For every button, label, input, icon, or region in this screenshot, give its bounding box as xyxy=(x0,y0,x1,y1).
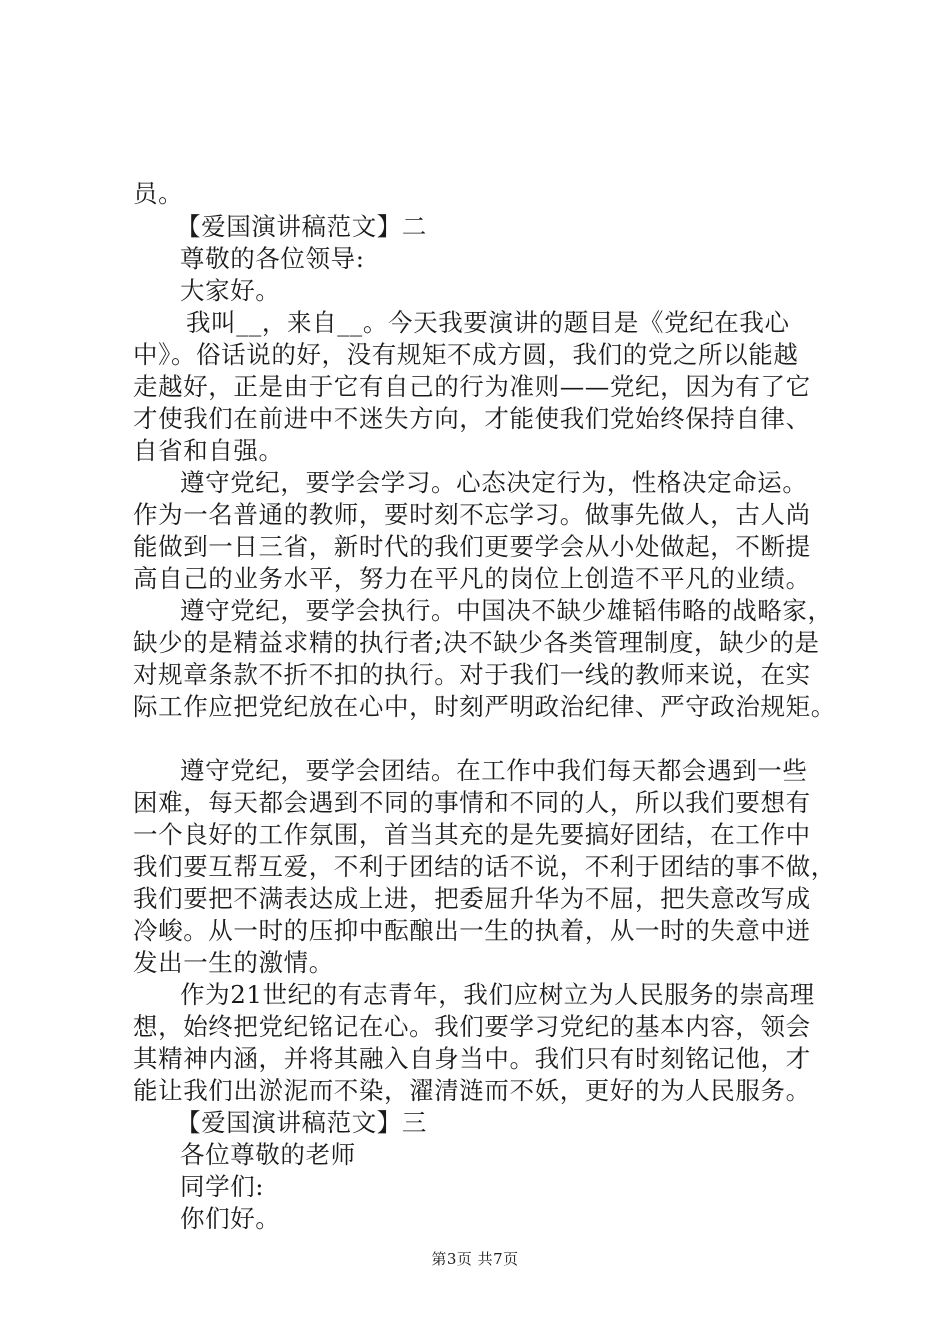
paragraph-line: 发出一生的激情。 xyxy=(133,948,334,977)
paragraph-line: 作为21世纪的有志青年，我们应树立为人民服务的崇高理 xyxy=(180,980,815,1009)
salutation: 尊敬的各位领导: xyxy=(180,244,365,273)
page-footer xyxy=(0,1248,950,1269)
paragraph-line: 遵守党纪，要学会学习。心态决定行为，性格决定命运。 xyxy=(180,468,808,497)
greeting: 大家好。 xyxy=(180,276,281,305)
paragraph-line: 高自己的业务水平，努力在平凡的岗位上创造不平凡的业绩。 xyxy=(133,564,811,593)
paragraph-line: 走越好，正是由于它有自己的行为准则——党纪，因为有了它 xyxy=(133,372,811,401)
paragraph-line: 遵守党纪，要学会团结。在工作中我们每天都会遇到一些 xyxy=(180,756,808,785)
greeting: 你们好。 xyxy=(180,1204,281,1233)
paragraph-line: 困难，每天都会遇到不同的事情和不同的人，所以我们要想有 xyxy=(133,788,811,817)
paragraph-line: 遵守党纪，要学会执行。中国决不缺少雄韬伟略的战略家， xyxy=(180,596,833,625)
section-heading: 【爱国演讲稿范文】三 xyxy=(176,1108,427,1137)
paragraph-line: 我叫__，来自__。今天我要演讲的题目是《党纪在我心 xyxy=(186,308,790,337)
paragraph-line: 想，始终把党纪铭记在心。我们要学习党纪的基本内容，领会 xyxy=(133,1012,811,1041)
paragraph-line: 作为一名普通的教师，要时刻不忘学习。做事先做人，古人尚 xyxy=(133,500,811,529)
paragraph-line: 缺少的是精益求精的执行者;决不缺少各类管理制度，缺少的是 xyxy=(133,628,820,657)
salutation: 各位尊敬的老师 xyxy=(180,1140,356,1169)
paragraph-line: 中》。俗话说的好，没有规矩不成方圆，我们的党之所以能越 xyxy=(133,340,799,369)
paragraph-line: 对规章条款不折不扣的执行。对于我们一线的教师来说，在实 xyxy=(133,660,811,689)
paragraph-line: 才使我们在前进中不迷失方向，才能使我们党始终保持自律、 xyxy=(133,404,811,433)
paragraph-line: 我们要互帮互爱，不利于团结的话不说，不利于团结的事不做， xyxy=(133,852,836,881)
paragraph-line: 冷峻。从一时的压抑中酝酿出一生的执着，从一时的失意中迸 xyxy=(133,916,811,945)
salutation: 同学们: xyxy=(180,1172,265,1201)
paragraph-line: 一个良好的工作氛围，首当其充的是先要搞好团结，在工作中 xyxy=(133,820,811,849)
paragraph-line: 我们要把不满表达成上进，把委屈升华为不屈，把失意改写成 xyxy=(133,884,811,913)
paragraph-line: 际工作应把党纪放在心中，时刻严明政治纪律、严守政治规矩。 xyxy=(133,692,836,721)
paragraph-line: 自省和自强。 xyxy=(133,436,284,465)
paragraph-line: 其精神内涵，并将其融入自身当中。我们只有时刻铭记他，才 xyxy=(133,1044,811,1073)
page-number-label: 第3页 共7页 xyxy=(431,1250,519,1268)
paragraph-line: 能做到一日三省，新时代的我们更要学会从小处做起，不断提 xyxy=(133,532,811,561)
paragraph-line: 能让我们出淤泥而不染，濯清涟而不妖，更好的为人民服务。 xyxy=(133,1076,811,1105)
section-heading: 【爱国演讲稿范文】二 xyxy=(176,212,427,241)
text-line: 员。 xyxy=(133,179,184,208)
